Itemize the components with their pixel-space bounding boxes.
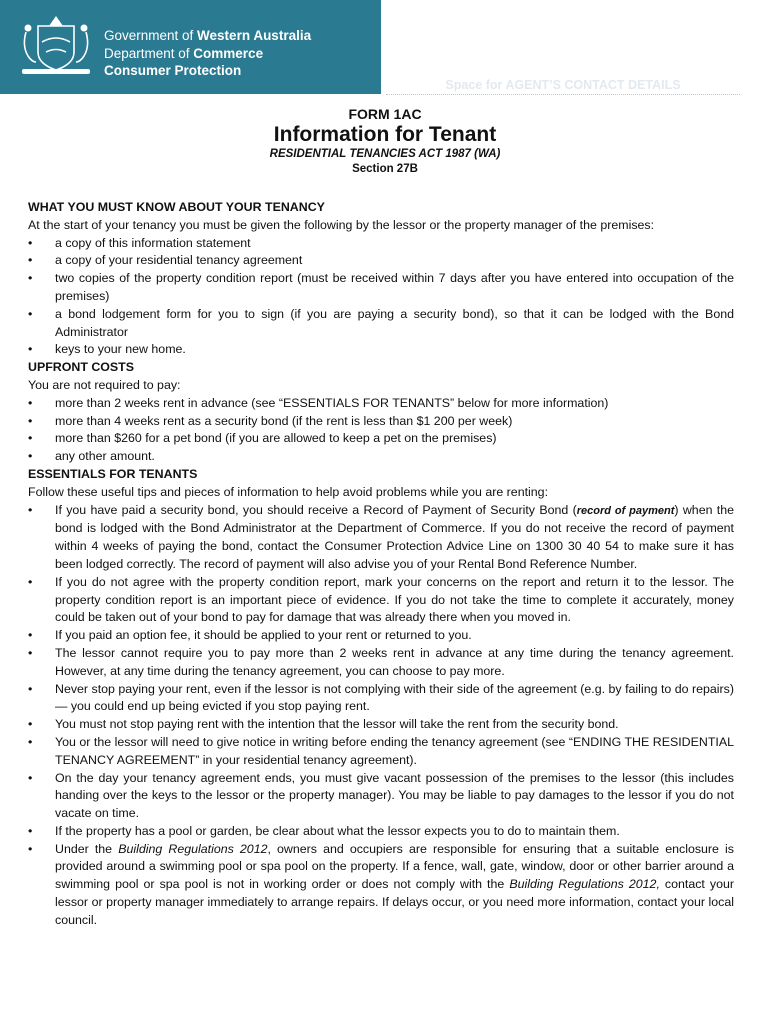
list-item: • more than 4 weeks rent as a security bond (if the rent is less than $1 200 per week) <box>28 413 734 431</box>
agent-contact-placeholder: Space for AGENT’S CONTACT DETAILS <box>386 78 740 95</box>
list-item: • a copy of this information statement <box>28 235 734 253</box>
section-heading-essentials: ESSENTIALS FOR TENANTS <box>28 466 198 481</box>
list-item: • If you paid an option fee, it should be applied to your rent or returned to you. <box>28 627 734 645</box>
list-item: • Never stop paying your rent, even if the lessor is not complying with their side of the agreement (e.g. by failing to do repairs) — you could end up being evicted if you stop paying rent. <box>28 681 734 717</box>
list-item: • a bond lodgement form for you to sign (if you are paying a security bond), so that it can be lodged with the Bond Administrator <box>28 306 734 342</box>
list-item: • more than $260 for a pet bond (if you are allowed to keep a pet on the premises) <box>28 430 734 448</box>
header-banner <box>0 0 381 94</box>
upfront-list <box>28 395 734 466</box>
page-title: Information for Tenant <box>273 123 497 146</box>
list-item: • two copies of the property condition report (must be received within 7 days after you have entered into occupation of the premises) <box>28 270 734 306</box>
act-reference: RESIDENTIAL TENANCIES ACT 1987 (WA) <box>269 148 501 160</box>
list-item: • a copy of your residential tenancy agreement <box>28 252 734 270</box>
essentials-intro: Follow these useful tips and pieces of information to help avoid problems while you are renting: <box>28 484 549 499</box>
tenancy-list <box>28 235 734 360</box>
list-item: • keys to your new home. <box>28 341 734 359</box>
list-item: • You must not stop paying rent with the intention that the lessor will take the rent from the security bond. <box>28 716 734 734</box>
document-body <box>28 199 734 930</box>
list-item: • You or the lessor will need to give notice in writing before ending the tenancy agreement (see “ENDING THE RESIDENTIAL TENANCY AGREEMENT” in your residential tenancy agreement). <box>28 734 734 770</box>
agency-line-division: Consumer Protection <box>104 63 242 78</box>
agency-line-government: Government of Western Australia <box>104 28 312 43</box>
list-item: • If the property has a pool or garden, be clear about what the lessor expects you to do to maintain them. <box>28 823 734 841</box>
form-title-block <box>0 106 770 177</box>
list-item: • Under the Building Regulations 2012, owners and occupiers are responsible for ensuring that a suitable enclosure is provided around a swimming pool or spa pool on the property. If a fence, wall, gate, window, door or other barrier around a swimming pool or spa pool is not in working order or does not comply with the Building Regulations 2012, contact your lessor or property manager immediately to arrange repairs. If delays occur, or you need more information, contact your local council. <box>28 841 734 930</box>
form-number: FORM 1AC <box>348 106 422 122</box>
list-item: • If you do not agree with the property condition report, mark your concerns on the report and return it to the lessor. The property condition report is an important piece of evidence. If you do not take the time to complete it accurately, money could be taken out of your bond to pay for damage that was already there when you moved in. <box>28 574 734 627</box>
essentials-list <box>28 502 734 930</box>
agency-line-department: Department of Commerce <box>104 45 264 61</box>
coat-of-arms-logo <box>18 12 94 78</box>
agency-name <box>104 27 311 80</box>
tenancy-intro: At the start of your tenancy you must be given the following by the lessor or the property manager of the premises: <box>28 217 655 232</box>
section-heading-tenancy: WHAT YOU MUST KNOW ABOUT YOUR TENANCY <box>28 200 325 214</box>
upfront-intro: You are not required to pay: <box>28 377 181 392</box>
list-item: • If you have paid a security bond, you should receive a Record of Payment of Security Bond (record of payment) when the bond is lodged with the Bond Administrator at the Department of Commerce. If you do not receive the record of payment within 4 weeks of paying the bond, contact the Consumer Protection Advice Line on 1300 30 40 54 to make sure it has been lodged correctly. The record of payment will also advise you of your Rental Bond Reference Number. <box>28 502 734 574</box>
list-item: • On the day your tenancy agreement ends, you must give vacant possession of the premises to the lessor (this includes handing over the keys to the lessor or the property manager). You may be liable to pay damages to the lessor if you do not vacate on time. <box>28 770 734 823</box>
list-item: • any other amount. <box>28 448 734 466</box>
list-item: • more than 2 weeks rent in advance (see “ESSENTIALS FOR TENANTS” below for more information) <box>28 395 734 413</box>
section-reference: Section 27B <box>352 163 418 175</box>
list-item: • The lessor cannot require you to pay more than 2 weeks rent in advance at any time during the tenancy agreement. However, at any time during the tenancy agreement, you can choose to pay more. <box>28 645 734 681</box>
section-heading-upfront-costs: UPFRONT COSTS <box>28 360 135 375</box>
